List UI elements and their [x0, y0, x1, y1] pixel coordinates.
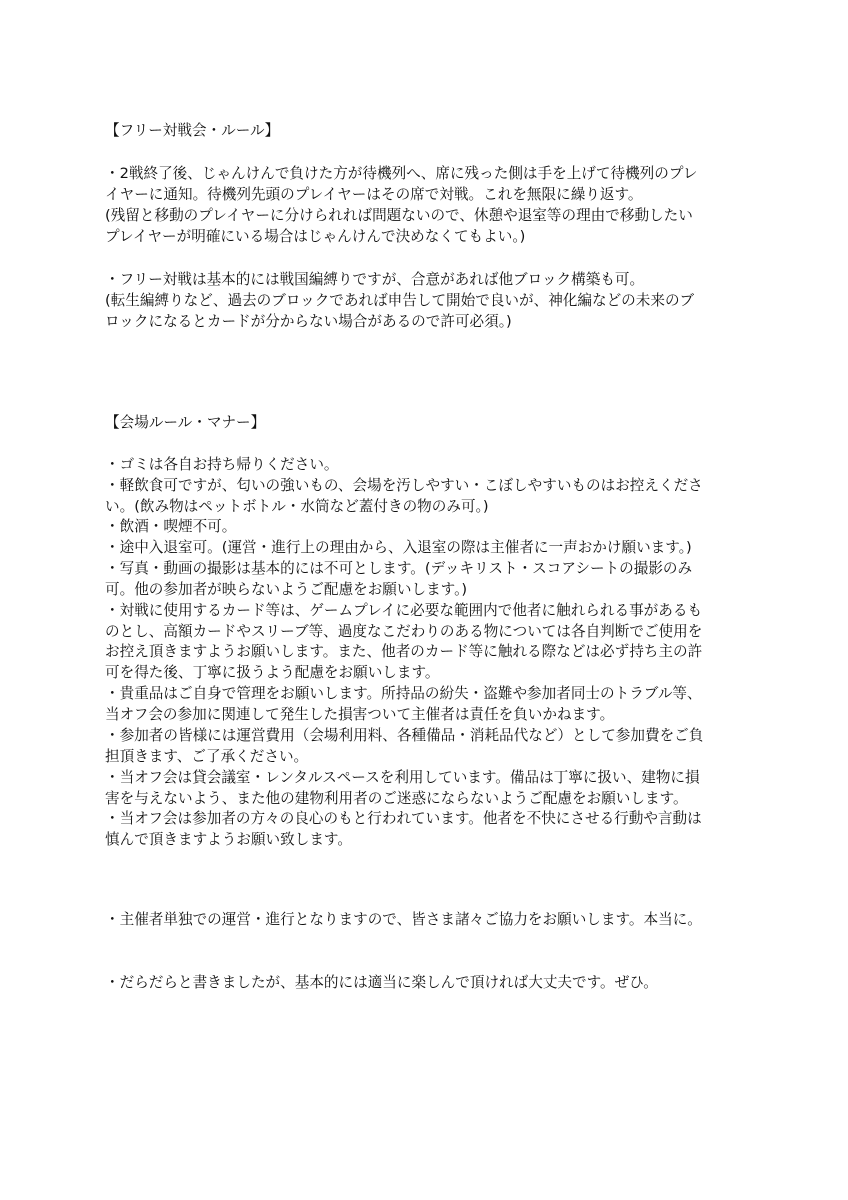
- venue-rule-line: 可。他の参加者が映らないようご配慮をお願いします。): [105, 581, 468, 598]
- free-battle-heading: 【フリー対戦会・ルール】: [105, 122, 280, 139]
- venue-rule-line: ・参加者の皆様には運営費用（会場利用料、各種備品・消耗品代など）として参加費をご負: [105, 727, 704, 744]
- closing-note-cooperation: ・主催者単独での運営・進行となりますので、皆さま諸々ご協力をお願いします。本当に。: [105, 911, 702, 928]
- venue-rule-line: ・当オフ会は参加者の方々の良心のもと行われています。他者を不快にさせる行動や言動は: [105, 810, 702, 827]
- venue-rule-line: ・写真・動画の撮影は基本的には不可とします。(デッキリスト・スコアシートの撮影のみ: [105, 560, 693, 577]
- free-rule-1-line-2: イヤーに通知。待機列先頭のプレイヤーはその席で対戦。これを無限に繰り返す。: [105, 186, 643, 203]
- free-rule-1-line-4: プレイヤーが明確にいる場合はじゃんけんで決めなくてもよい。): [105, 228, 526, 245]
- venue-rule-line: 慎んで頂きますようお願い致します。: [105, 831, 352, 848]
- free-rule-1-line-1: ・2戦終了後、じゃんけんで負けた方が待機列へ、席に残った側は手を上げて待機列のプレ: [105, 165, 698, 182]
- free-rule-1-line-3: (残留と移動のプレイヤーに分けられれば問題ないので、休憩や退室等の理由で移動したい: [105, 207, 693, 224]
- venue-rule-line: 当オフ会の参加に関連して発生した損害ついて主催者は責任を負いかねます。: [105, 706, 615, 723]
- venue-rule-line: ・貴重品はご自身で管理をお願いします。所持品の紛失・盗難や参加者同士のトラブル等、: [105, 685, 702, 702]
- free-rule-2-line-2: (転生編縛りなど、過去のブロックであれば申告して開始で良いが、神化編などの未来のブ: [105, 292, 695, 309]
- venue-rule-line: 可を得た後、丁寧に扱うよう配慮をお願いします。: [105, 664, 440, 681]
- venue-rule-line: のとし、高額カードやスリーブ等、過度なこだわりのある物については各自判断でご使用を: [105, 623, 703, 640]
- venue-rule-line: 害を与えないよう、また他の建物利用者のご迷惑にならないようご配慮をお願いします。: [105, 790, 688, 807]
- venue-rule-line: ・当オフ会は貸会議室・レンタルスペースを利用しています。備品は丁寧に扱い、建物に損: [105, 769, 700, 786]
- venue-rule-line: い。(飲み物はペットボトル・水筒など蓋付きの物のみ可。): [105, 498, 489, 515]
- venue-rule-line: ・対戦に使用するカード等は、ゲームプレイに必要な範囲内で他者に触れられる事があるも: [105, 602, 703, 619]
- venue-rule-line: お控え頂きますようお願いします。また、他者のカード等に触れる際などは必ず持ち主の許: [105, 643, 703, 660]
- venue-rule-line: ・飲酒・喫煙不可。: [105, 518, 237, 535]
- free-rule-2-line-1: ・フリー対戦は基本的には戦国編縛りですが、合意があれば他ブロック構築も可。: [105, 271, 645, 288]
- venue-rule-line: ・途中入退室可。(運営・進行上の理由から、入退室の際は主催者に一声おかけ願います。): [105, 539, 692, 556]
- venue-rule-line: ・軽飲食可ですが、匂いの強いもの、会場を汚しやすい・こぼしやすいものはお控えくださ: [105, 477, 703, 494]
- closing-note-enjoy: ・だらだらと書きましたが、基本的には適当に楽しんで頂ければ大丈夫です。ぜひ。: [105, 974, 658, 991]
- free-rule-2-line-3: ロックになるとカードが分からない場合があるので許可必須。): [105, 313, 512, 330]
- venue-rule-line: 担頂きます、ご了承ください。: [105, 748, 309, 765]
- venue-rule-line: ・ゴミは各自お持ち帰りください。: [105, 456, 339, 473]
- venue-rules-heading: 【会場ルール・マナー】: [105, 414, 266, 431]
